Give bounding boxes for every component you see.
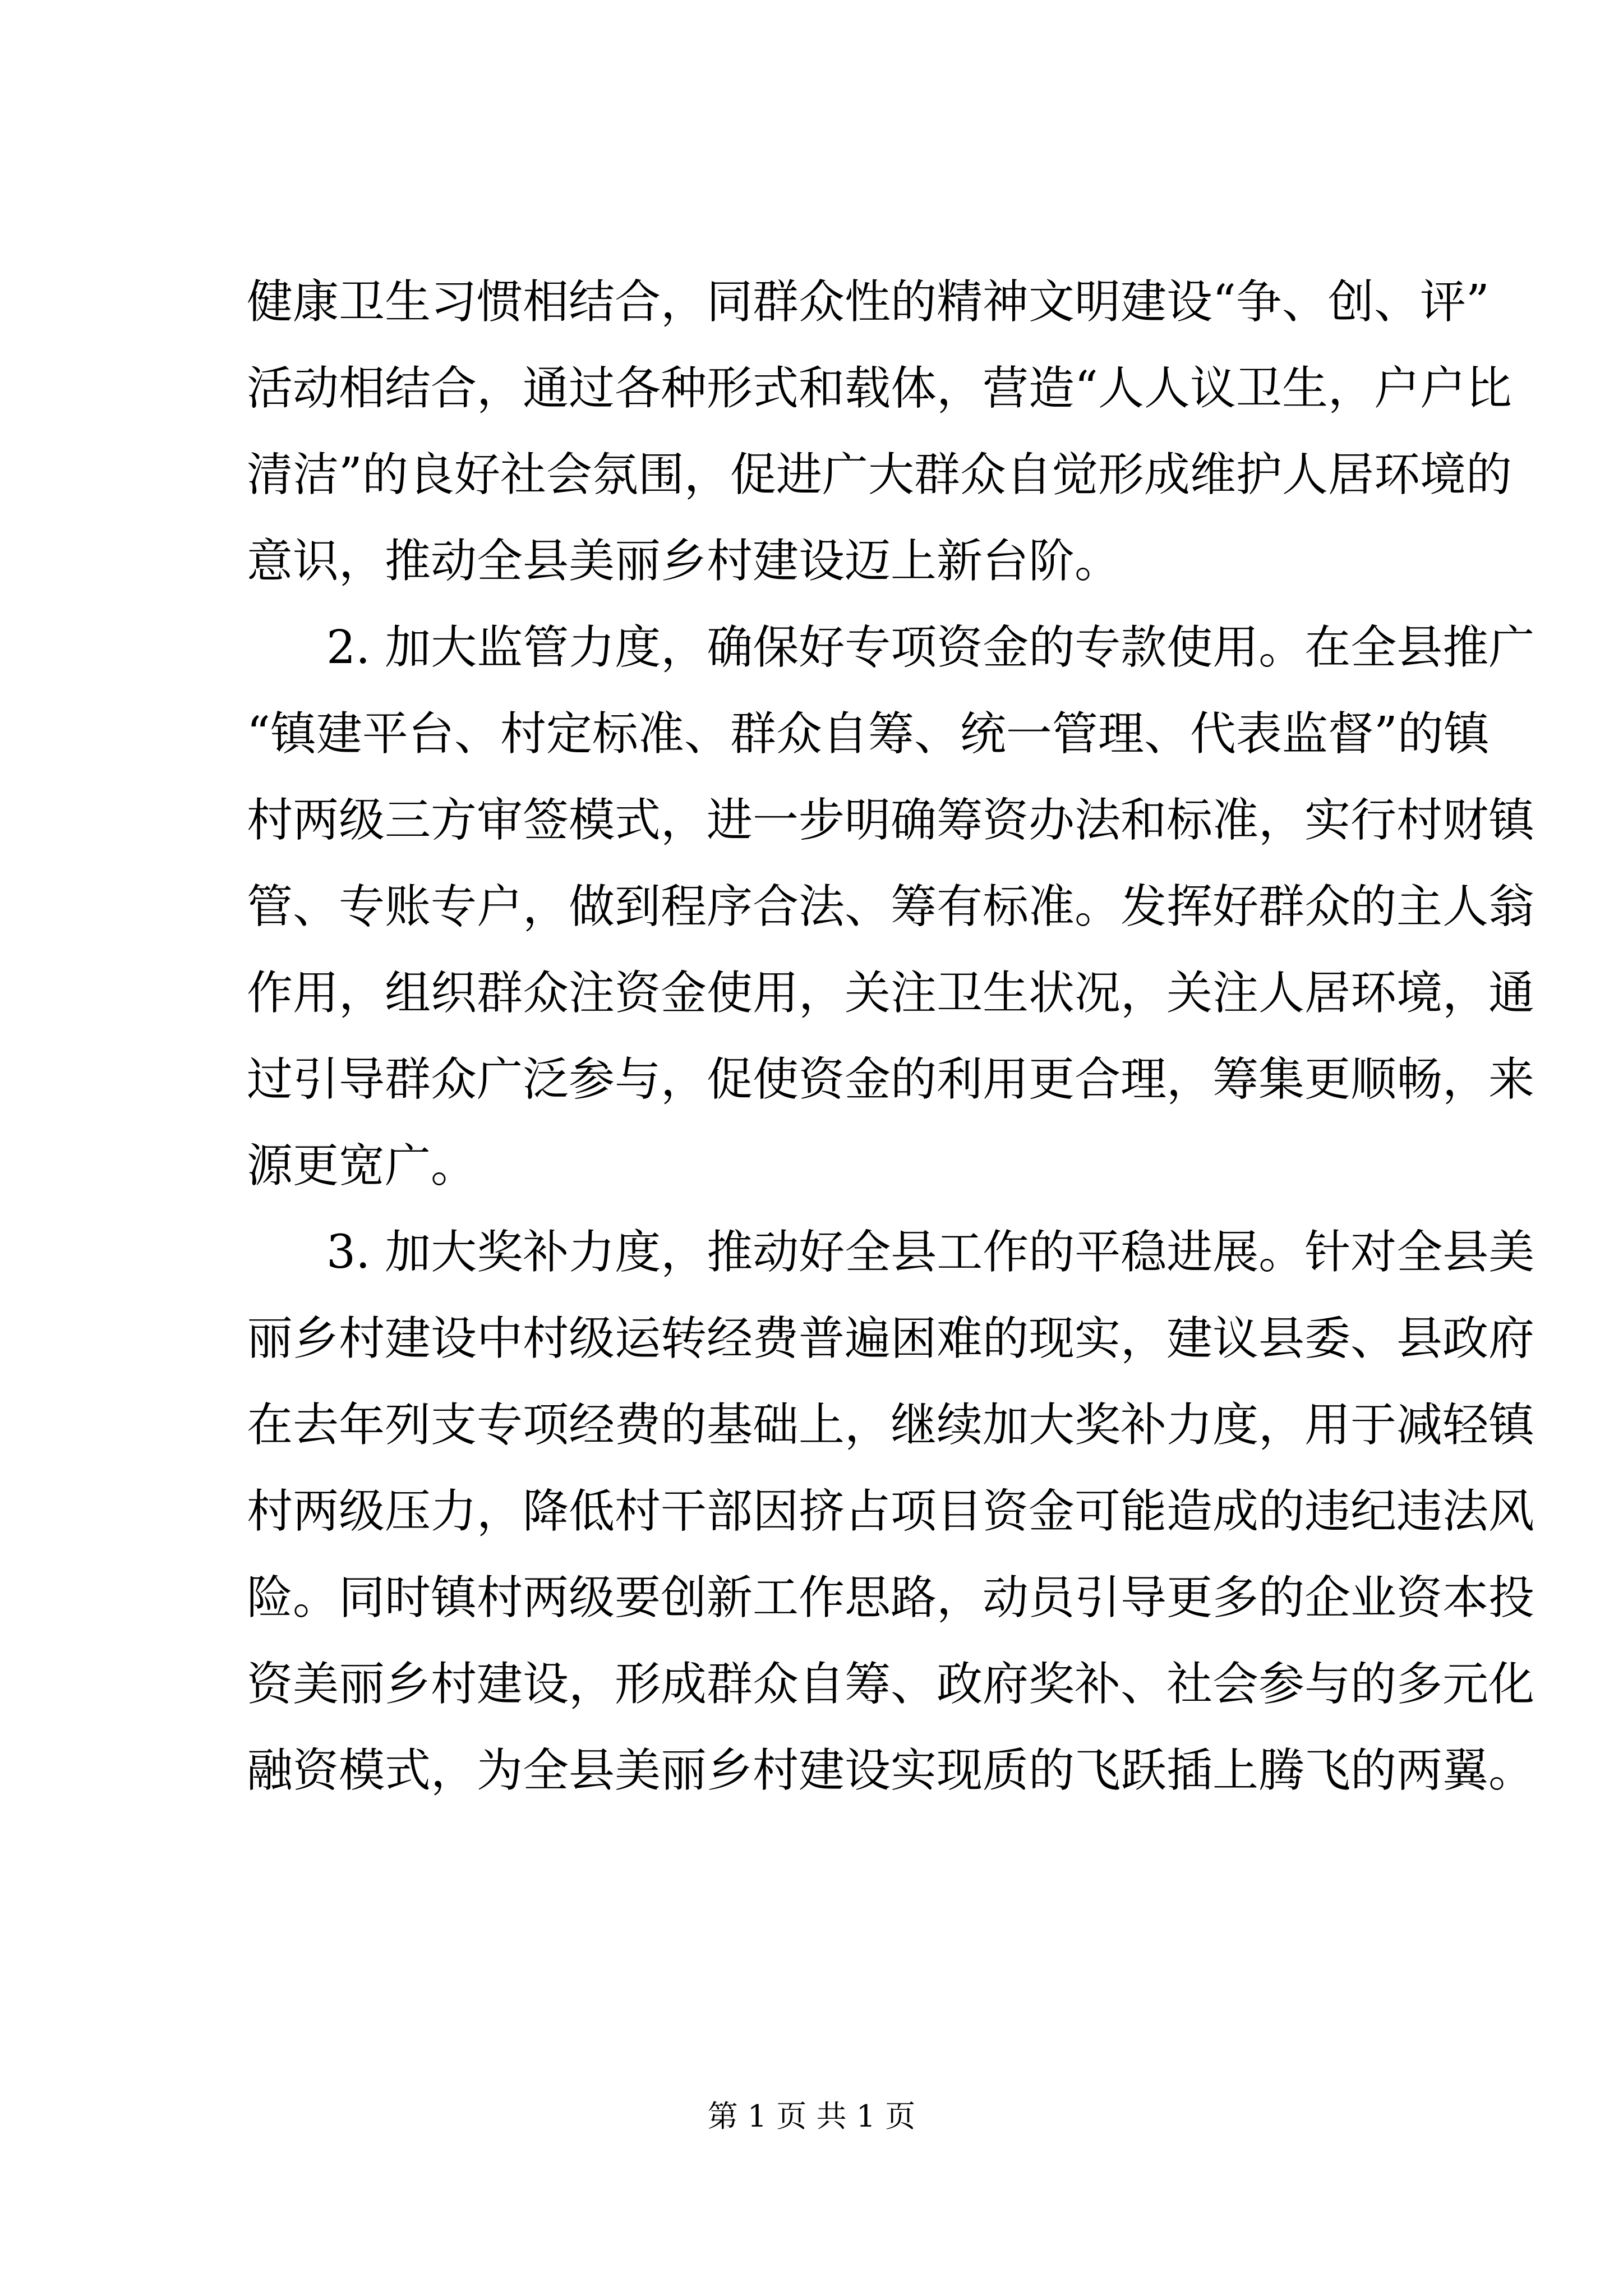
text-line: 2. 加大监管力度，确保好专项资金的专款使用。在全县推广 <box>326 621 1535 674</box>
text-line: 意识，推动全县美丽乡村建设迈上新台阶。 <box>247 535 1121 588</box>
document-body <box>247 259 1535 1814</box>
text-line: 过引导群众广泛参与，促使资金的利用更合理，筹集更顺畅，来 <box>247 1053 1535 1106</box>
text-line: 在去年列支专项经费的基础上，继续加大奖补力度，用于减轻镇 <box>247 1398 1535 1452</box>
text-line: 险。同时镇村两级要创新工作思路，动员引导更多的企业资本投 <box>247 1571 1535 1625</box>
text-line: 健康卫生习惯相结合，同群众性的精神文明建设“争、创、评” <box>247 275 1490 329</box>
text-line: 作用，组织群众注资金使用，关注卫生状况，关注人居环境，通 <box>247 967 1535 1020</box>
text-line: 资美丽乡村建设，形成群众自筹、政府奖补、社会参与的多元化 <box>247 1658 1535 1711</box>
page-footer: 第 1 页 共 1 页 <box>707 2099 916 2134</box>
text-line: 丽乡村建设中村级运转经费普遍困难的现实，建议县委、县政府 <box>247 1312 1535 1365</box>
text-line: 村两级压力，降低村干部因挤占项目资金可能造成的违纪违法风 <box>247 1485 1535 1538</box>
paragraph <box>247 605 1535 1209</box>
text-line: 管、专账专户，做到程序合法、筹有标准。发挥好群众的主人翁 <box>247 880 1535 933</box>
paragraph <box>247 259 1512 605</box>
text-line: 融资模式，为全县美丽乡村建设实现质的飞跃插上腾飞的两翼。 <box>247 1744 1535 1797</box>
text-line: “镇建平台、村定标准、群众自筹、统一管理、代表监督”的镇 <box>247 707 1490 761</box>
text-line: 3. 加大奖补力度，推动好全县工作的平稳进展。针对全县美 <box>326 1226 1535 1279</box>
paragraph <box>247 1209 1535 1814</box>
text-line: 源更宽广。 <box>247 1139 477 1193</box>
text-line: 清洁”的良好社会氛围，促进广大群众自觉形成维护人居环境的 <box>247 448 1512 501</box>
text-line: 村两级三方审签模式，进一步明确筹资办法和标准，实行村财镇 <box>247 794 1535 847</box>
text-line: 活动相结合，通过各种形式和载体，营造“人人议卫生，户户比 <box>247 362 1512 415</box>
